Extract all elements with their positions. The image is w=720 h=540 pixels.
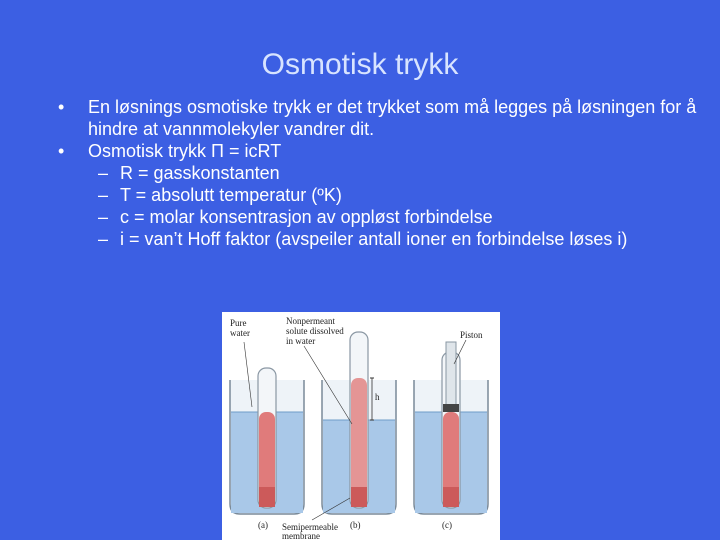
height-label: h xyxy=(375,392,380,402)
subitem-i xyxy=(58,228,698,250)
slide-title: Osmotisk trykk xyxy=(261,48,459,81)
subitem-text: R = gasskonstanten xyxy=(120,163,280,183)
subitem-r xyxy=(58,162,698,184)
slide-body xyxy=(58,96,698,250)
bullet-formula xyxy=(58,140,698,162)
bullet-definition xyxy=(58,96,698,140)
label-piston: Piston xyxy=(460,330,483,340)
subitem-text: T = absolutt temperatur (ºK) xyxy=(120,185,342,205)
dash-mark: – xyxy=(98,207,109,227)
bullet-text: Osmotisk trykk Π = icRT xyxy=(88,141,282,161)
osmosis-figure xyxy=(222,312,500,540)
subitem-t xyxy=(58,184,698,206)
dash-mark: – xyxy=(98,185,109,205)
dash-mark: – xyxy=(98,163,109,183)
dash-mark: – xyxy=(98,229,109,249)
label-solute-3: in water xyxy=(286,336,316,346)
label-pure-water-1: Pure xyxy=(230,318,247,328)
label-pure-water-2: water xyxy=(230,328,250,338)
osmosis-diagram xyxy=(222,312,500,540)
beaker-c xyxy=(414,342,488,514)
beaker-a xyxy=(230,368,304,514)
label-membrane-1: Semipermeable xyxy=(282,522,338,532)
bullet-text: En løsnings osmotiske trykk er det trykket som må legges på løsningen for å hindre at vannmolekyler vandrer dit. xyxy=(88,97,697,139)
label-membrane-2: membrane xyxy=(282,531,320,540)
subitem-text: i = van’t Hoff faktor (avspeiler antall ioner en forbindelse løses i) xyxy=(120,229,628,249)
label-a: (a) xyxy=(258,520,268,530)
label-solute-2: solute dissolved xyxy=(286,326,344,336)
beaker-b xyxy=(322,332,396,514)
subitem-text: c = molar konsentrasjon av oppløst forbindelse xyxy=(120,207,493,227)
bullet-mark: • xyxy=(58,97,65,117)
label-c: (c) xyxy=(442,520,452,530)
subitem-c xyxy=(58,206,698,228)
label-b: (b) xyxy=(350,520,361,530)
label-solute-1: Nonpermeant xyxy=(286,316,335,326)
bullet-mark: • xyxy=(58,141,65,161)
